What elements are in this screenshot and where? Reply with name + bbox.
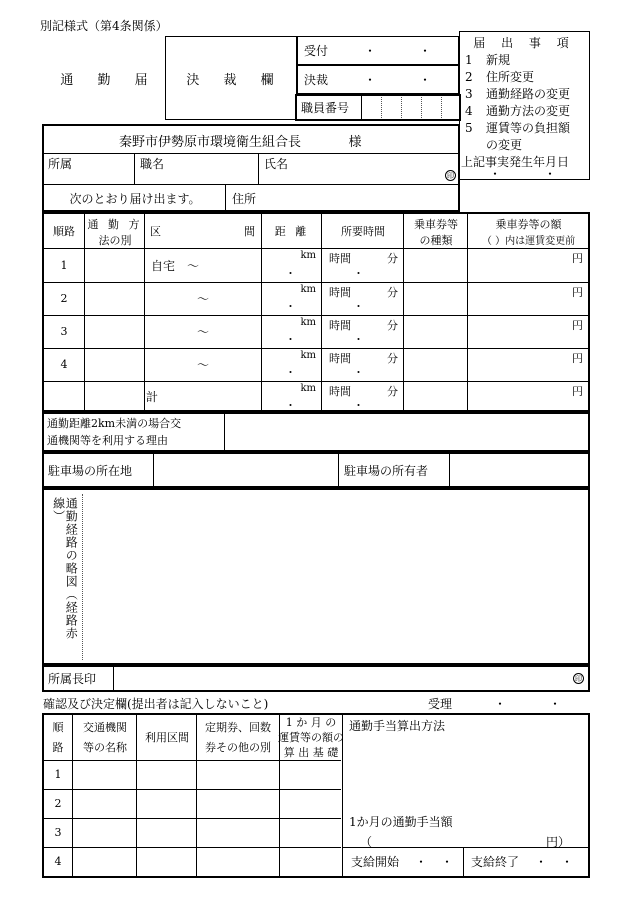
route-row-km-dot-1: ・: [285, 300, 296, 313]
seal-glyph: 印: [575, 674, 582, 683]
addressee-honorific: 様: [348, 134, 362, 150]
decision-row-no-2: 3: [54, 826, 62, 839]
route-header-time: 所要時間: [341, 225, 385, 238]
notification-item-label-4: 運賃等の負担額: [486, 121, 571, 135]
form-reference: 別記様式（第4条関係）: [40, 18, 168, 33]
accept-dot-2: ・: [548, 696, 561, 711]
decision-header-basis-l3: 算 出 基 礎: [283, 746, 339, 759]
parking-owner-label: 駐車場の所有者: [344, 463, 429, 478]
decision-header-order-l1: 順: [52, 721, 64, 734]
route-total-km: km: [300, 383, 316, 394]
decision-header-basis-l1: 1 か 月 の: [285, 716, 337, 729]
parking-owner-value[interactable]: [452, 454, 586, 486]
route-row-km-2: km: [300, 317, 316, 328]
decision-row-no-0: 1: [54, 768, 62, 781]
route-row-km-0: km: [300, 250, 316, 261]
decision-header-used-section: 利用区間: [145, 731, 189, 744]
payment-start-dot-1: ・: [414, 855, 427, 869]
reason-value[interactable]: [227, 414, 585, 450]
monthly-yen-close: 円）: [545, 834, 570, 849]
route-row-section-0: 自宅 ～: [151, 258, 200, 273]
route-total-km-dot: ・: [285, 399, 296, 412]
route-total-time-dot: ・: [353, 399, 364, 412]
route-header-ticket-type-l1: 乗車券等: [414, 217, 458, 231]
route-total-yen: 円: [572, 385, 583, 398]
route-row-no-0: 1: [60, 258, 68, 272]
route-row-yen-1: 円: [572, 286, 583, 299]
event-date-dot-2: ・: [543, 167, 556, 181]
notification-item-no-0: 1: [465, 52, 473, 67]
employee-number-dotted-3: [421, 97, 422, 118]
route-row-min-3: 分: [387, 352, 398, 365]
decision-heading: 確認及び決定欄(提出者は記入しないこと): [43, 696, 269, 711]
decision-date-dot-1: ・: [363, 73, 376, 87]
notification-item-label-0: 新規: [486, 53, 511, 67]
reason-label-l2: 通機関等を利用する理由: [47, 434, 168, 447]
notification-item-no-4: 5: [465, 120, 473, 135]
parking-divider-2: [338, 453, 339, 487]
map-section: [42, 488, 590, 665]
payment-start-label: 支給開始: [351, 855, 400, 869]
route-total-hour: 時間: [329, 385, 351, 398]
decision-row-no-3: 4: [54, 855, 62, 868]
route-row-no-3: 4: [60, 358, 68, 371]
monthly-open-paren: （: [360, 834, 373, 849]
parking-divider-3: [449, 453, 450, 487]
parking-divider-1: [153, 453, 154, 487]
reception-date-dot-2: ・: [418, 44, 431, 58]
decision-header-pass-type-l1: 定期券、回数: [205, 721, 271, 734]
route-header-method-l2: 法の別: [98, 233, 132, 247]
payment-end-dot-1: ・: [534, 855, 547, 869]
route-row-hour-3: 時間: [329, 352, 351, 365]
decision-date-dot-2: ・: [418, 73, 431, 87]
affiliation-label: 所属: [48, 157, 73, 171]
route-row-no-1: 2: [60, 292, 68, 305]
route-row-km-dot-2: ・: [285, 333, 296, 346]
notification-item-no-2: 3: [465, 86, 473, 101]
decision-row-divider-0: [43, 789, 341, 790]
decision-col-v2: [136, 715, 137, 876]
map-dotted-guide: [82, 494, 83, 660]
notification-heading: 届 出 事 項: [473, 36, 575, 50]
parking-location-label: 駐車場の所在地: [48, 463, 133, 478]
route-header-method-l1: 通 勤 方: [87, 217, 143, 231]
payment-end-label: 支給終了: [471, 855, 520, 869]
route-row-min-1: 分: [387, 286, 398, 299]
page-title: 通 勤 届: [60, 72, 158, 88]
route-total-min: 分: [387, 385, 398, 398]
decision-label: 決裁: [304, 73, 329, 87]
decision-header-transport-l1: 交通機関: [83, 721, 127, 734]
route-row-time-dot-1: ・: [353, 300, 364, 313]
route-row-yen-2: 円: [572, 319, 583, 332]
route-row-time-dot-0: ・: [353, 267, 364, 280]
payment-start-dot-2: ・: [440, 855, 453, 869]
decision-header-pass-type-l2: 券その他の別: [205, 741, 271, 754]
accept-label: 受理: [427, 696, 452, 711]
decision-row-divider-2: [43, 847, 341, 848]
notification-item-no-1: 2: [465, 69, 473, 84]
addressee-divider-v1: [134, 154, 135, 184]
route-row-section-2: ～: [196, 325, 209, 339]
employee-number-dotted-2: [401, 97, 402, 118]
decision-col-v5: [342, 715, 343, 876]
event-date-label: 上記事実発生年月日: [461, 154, 570, 169]
declaration-text: 次のとおり届け出ます。: [69, 191, 201, 206]
reception-date-dot-1: ・: [363, 44, 376, 58]
seal-glyph: 印: [447, 172, 454, 180]
route-row-no-2: 3: [60, 325, 68, 338]
route-header-section-left: 区: [150, 225, 161, 238]
monthly-allowance-label: 1か月の通勤手当額: [349, 815, 453, 829]
route-row-km-1: km: [300, 284, 316, 295]
decision-row-no-1: 2: [54, 797, 62, 810]
route-header-ticket-amount-l1: 乗車券等の額: [495, 217, 562, 231]
route-row-km-dot-3: ・: [285, 366, 296, 379]
decision-col-v1: [72, 715, 73, 876]
accept-dot-1: ・: [493, 696, 506, 711]
employee-number-divider: [361, 95, 362, 120]
supervisor-label: 所属長印: [48, 672, 97, 686]
decision-header-order-l2: 路: [52, 741, 64, 754]
route-header-ticket-amount-l2: （ ）内は運賃変更前: [481, 236, 576, 247]
map-vertical-label: 通勤経路の略図（経路赤線）: [51, 497, 79, 640]
notification-item-label-5: の変更: [486, 138, 523, 152]
route-header-ticket-type-l2: の種類: [419, 233, 453, 247]
route-row-km-dot-0: ・: [285, 267, 296, 280]
name-label: 氏名: [264, 157, 289, 171]
parking-location-value[interactable]: [156, 454, 336, 486]
name-seal-icon: [400, 168, 456, 183]
route-row-hour-1: 時間: [329, 286, 351, 299]
employee-number-dotted-1: [381, 97, 382, 118]
notification-item-no-3: 4: [465, 103, 473, 118]
route-row-km-3: km: [300, 350, 316, 361]
route-row-hour-0: 時間: [329, 252, 351, 265]
addressee-divider-v3: [225, 185, 226, 211]
decision-header-divider: [43, 760, 341, 761]
supervisor-divider: [113, 666, 114, 691]
reason-label-l1: 通勤距離2km未満の場合交: [47, 417, 182, 430]
supervisor-seal-icon: [500, 669, 584, 687]
route-row-time-dot-3: ・: [353, 366, 364, 379]
decision-header-basis-l2: 運賃等の額の: [278, 731, 344, 744]
route-row-hour-2: 時間: [329, 319, 351, 332]
reception-label: 受付: [304, 44, 329, 58]
employee-number-label: 職員番号: [301, 101, 350, 115]
route-row-section-3: ～: [196, 358, 209, 372]
route-header-distance: 距 離: [274, 225, 310, 238]
approval-box-label: 決 裁 欄: [186, 72, 284, 88]
addressee-org: 秦野市伊勢原市環境衛生組合長: [118, 134, 301, 150]
payment-divider-v: [463, 848, 464, 876]
employee-number-dotted-4: [441, 97, 442, 118]
route-total-label: 計: [145, 389, 158, 404]
decision-header-transport-l2: 等の名称: [83, 741, 127, 754]
calc-method-label: 通勤手当算出方法: [349, 719, 446, 733]
route-header-section-right: 間: [244, 225, 255, 238]
event-date-dot-1: ・: [488, 167, 501, 181]
address-label: 住所: [232, 191, 257, 206]
route-row-section-1: ～: [196, 292, 209, 306]
route-row-yen-0: 円: [572, 252, 583, 265]
route-row-min-0: 分: [387, 252, 398, 265]
addressee-divider-v2: [258, 154, 259, 184]
route-header-order: 順路: [53, 225, 75, 238]
notification-item-label-3: 通勤方法の変更: [486, 104, 571, 118]
reason-divider: [224, 413, 225, 451]
route-row-yen-3: 円: [572, 352, 583, 365]
decision-row-divider-1: [43, 818, 341, 819]
route-row-time-dot-2: ・: [353, 333, 364, 346]
payment-end-dot-2: ・: [560, 855, 573, 869]
notification-item-label-1: 住所変更: [486, 70, 535, 84]
notification-item-label-2: 通勤経路の変更: [486, 87, 571, 101]
position-label: 職名: [140, 157, 165, 171]
route-row-min-2: 分: [387, 319, 398, 332]
